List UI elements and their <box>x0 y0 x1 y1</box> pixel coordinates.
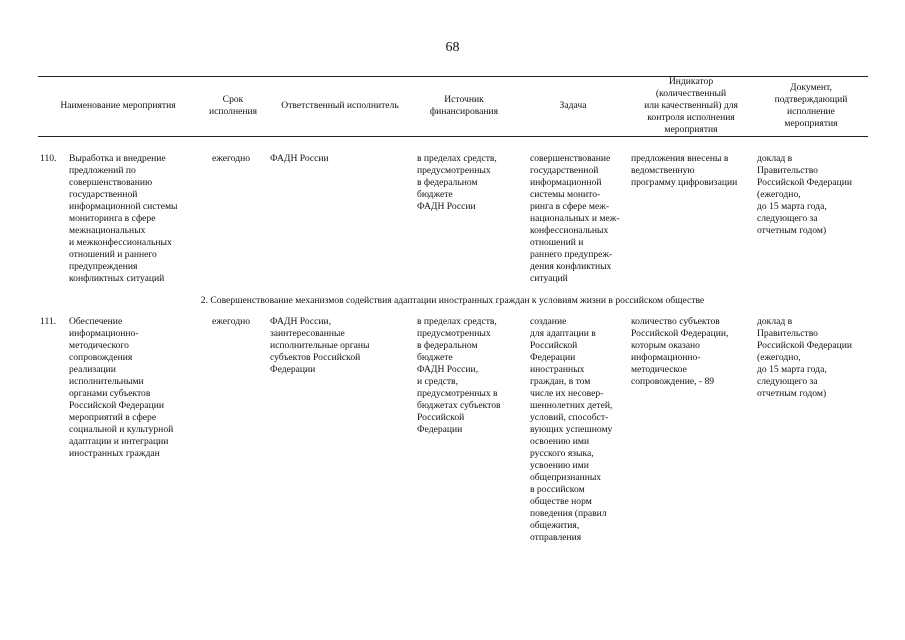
row-document: доклад в Правительство Российской Федерации (ежегодно, до 15 марта года, следующего за отчетным годом) <box>757 153 852 236</box>
header-term: Срок исполнения <box>208 94 258 117</box>
section-title: 2. Совершенствование механизмов содействия адаптации иностранных граждан к условиям жизни в российском обществе <box>200 295 705 306</box>
header-executor: Ответственный исполнитель <box>281 100 399 111</box>
row-indicator: предложения внесены в ведомственную программу цифровизации <box>631 153 738 188</box>
row-task: создание для адаптации в Российской Федерации иностранных граждан, в том числе их несовер- шеннолетних детей, условий, способст- вующих успешному освоению ими русского языка, усвоению ими общепризнанных в российском обществе норм поведения (правил общежития, отправления <box>530 316 613 543</box>
header-task: Задача <box>559 100 587 111</box>
header-name: Наименование мероприятия <box>60 100 176 111</box>
header-document: Документ, подтверждающий исполнение мероприятия <box>774 82 848 129</box>
row-term: ежегодно <box>212 153 251 164</box>
row-executor: ФАДН России, заинтересованные исполнительные органы субъектов Российской Федерации <box>270 316 370 375</box>
row-document: доклад в Правительство Российской Федерации (ежегодно, до 15 марта года, следующего за отчетным годом) <box>757 316 852 399</box>
row-executor: ФАДН России <box>270 153 329 164</box>
row-number: 110. <box>40 153 57 164</box>
row-term: ежегодно <box>212 316 251 327</box>
header-source: Источник финансирования <box>429 94 499 117</box>
row-source: в пределах средств, предусмотренных в федеральном бюджете ФАДН России, и средств, предусмотренных в бюджетах субъектов Российской Федерации <box>417 316 501 435</box>
row-name: Обеспечение информационно- методического сопровождения реализации исполнительными органами субъектов Российской Федерации мероприятий в сфере социальной и культурной адаптации и интеграции иностранных граждан <box>69 316 174 459</box>
row-name: Выработка и внедрение предложений по совершенствованию государственной информационной системы мониторинга в сфере межнациональных и межконфессиональных отношений и раннего предупреждения конфликтных ситуаций <box>69 153 178 284</box>
header-indicator: Индикатор (количественный или качественный) для контроля исполнения мероприятия <box>644 76 738 135</box>
page-number: 68 <box>445 40 460 55</box>
row-number: 111. <box>40 316 57 327</box>
row-source: в пределах средств, предусмотренных в федеральном бюджете ФАДН России <box>417 153 497 212</box>
row-indicator: количество субъектов Российской Федерации, которым оказано информационно- методическое сопровождение, - 89 <box>631 316 729 387</box>
row-task: совершенствование государственной информационной системы монито- ринга в сфере меж- национальных и меж- конфессиональных отношений и раннего предупреж- дения конфликтных ситуаций <box>530 153 620 284</box>
table-header-rule <box>38 136 868 137</box>
